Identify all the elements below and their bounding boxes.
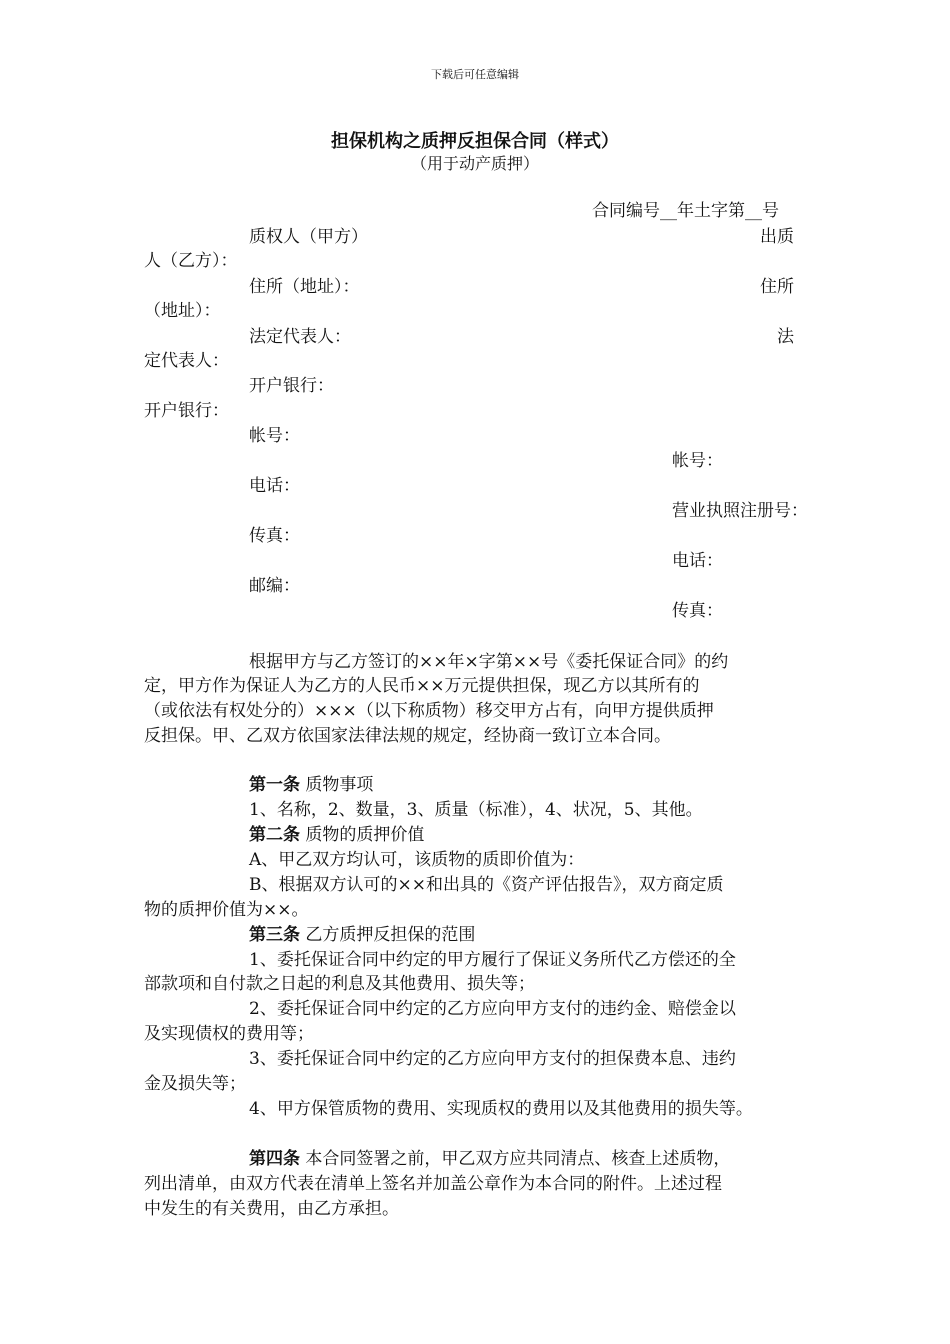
pledgor-label-part1: 出质 xyxy=(760,227,794,247)
article-2-line-b2: 物的质押价值为××。 xyxy=(144,900,309,920)
article-2-heading xyxy=(249,823,424,847)
preamble-line-1: 根据甲方与乙方签订的××年×字第××号《委托保证合同》的约 xyxy=(249,652,729,672)
article-3-item-3-line-2: 金及损失等； xyxy=(144,1074,246,1094)
article-4-line-1 xyxy=(249,1147,730,1171)
article-2-label: 第二条 xyxy=(249,825,300,845)
article-3-item-1-line-2: 部款项和自付款之日起的利息及其他费用、损失等； xyxy=(144,974,535,994)
legal-rep-b-label-part1: 法 xyxy=(777,327,794,347)
bank-b-label: 开户银行： xyxy=(144,401,229,421)
contract-number: 合同编号__年土字第__号 xyxy=(592,201,779,221)
fax-a-label: 传真： xyxy=(249,526,300,546)
pledgee-label: 质权人（甲方） xyxy=(249,227,368,247)
article-1-title: 质物事项 xyxy=(305,775,374,795)
account-b-label: 帐号： xyxy=(672,451,723,471)
preamble-line-4: 反担保。甲、乙双方依国家法律法规的规定，经协商一致订立本合同。 xyxy=(144,726,671,746)
bank-a-label: 开户银行： xyxy=(249,376,334,396)
article-3-label: 第三条 xyxy=(249,925,300,945)
article-3-item-3-line-1: 3、委托保证合同中约定的乙方应向甲方支付的担保费本息、违约 xyxy=(249,1049,736,1069)
phone-b-label: 电话： xyxy=(672,551,723,571)
preamble-line-3: （或依法有权处分的）×××（以下称质物）移交甲方占有，向甲方提供质押 xyxy=(144,701,714,721)
address-b-label-part2: （地址）： xyxy=(144,301,221,321)
document-subtitle: （用于动产质押） xyxy=(410,154,539,173)
article-4-line-2: 列出清单，由双方代表在清单上签名并加盖公章作为本合同的附件。上述过程 xyxy=(144,1174,722,1194)
article-4-line-3: 中发生的有关费用，由乙方承担。 xyxy=(144,1199,399,1219)
article-2-title: 质物的质押价值 xyxy=(305,825,425,845)
address-b-label-part1: 住所 xyxy=(760,277,794,297)
license-b-label: 营业执照注册号： xyxy=(672,501,808,521)
preamble-line-2: 定，甲方作为保证人为乙方的人民币××万元提供担保，现乙方以其所有的 xyxy=(144,676,700,696)
article-3-item-2-line-1: 2、委托保证合同中约定的乙方应向甲方支付的违约金、赔偿金以 xyxy=(249,999,736,1019)
legal-rep-b-label-part2: 定代表人： xyxy=(144,351,229,371)
article-1-line-1: 1、名称，2、数量，3、质量（标准），4、状况，5、其他。 xyxy=(249,800,703,820)
legal-rep-a-label: 法定代表人： xyxy=(249,327,351,347)
article-4-label: 第四条 xyxy=(249,1149,300,1169)
article-2-line-b1: B、根据双方认可的××和出具的《资产评估报告》，双方商定质 xyxy=(249,875,724,895)
article-1-label: 第一条 xyxy=(249,775,300,795)
article-2-line-a: A、甲乙双方均认可，该质物的质即价值为： xyxy=(249,850,585,870)
header-note: 下载后可任意编辑 xyxy=(431,68,519,81)
article-3-title: 乙方质押反担保的范围 xyxy=(305,925,476,945)
article-1-heading xyxy=(249,773,373,797)
account-a-label: 帐号： xyxy=(249,426,300,446)
phone-a-label: 电话： xyxy=(249,476,300,496)
article-4-text: 本合同签署之前，甲乙双方应共同清点、核查上述质物， xyxy=(305,1149,731,1169)
article-3-item-1-line-1: 1、委托保证合同中约定的甲方履行了保证义务所代乙方偿还的全 xyxy=(249,950,736,970)
article-3-item-4: 4、甲方保管质物的费用、实现质权的费用以及其他费用的损失等。 xyxy=(249,1099,753,1119)
fax-b-label: 传真： xyxy=(672,601,723,621)
article-3-item-2-line-2: 及实现债权的费用等； xyxy=(144,1024,314,1044)
address-a-label: 住所（地址）： xyxy=(249,277,360,297)
article-3-heading xyxy=(249,923,475,947)
postcode-a-label: 邮编： xyxy=(249,576,300,596)
pledgor-label-part2: 人（乙方）： xyxy=(144,251,238,271)
document-title: 担保机构之质押反担保合同（样式） xyxy=(331,131,619,152)
